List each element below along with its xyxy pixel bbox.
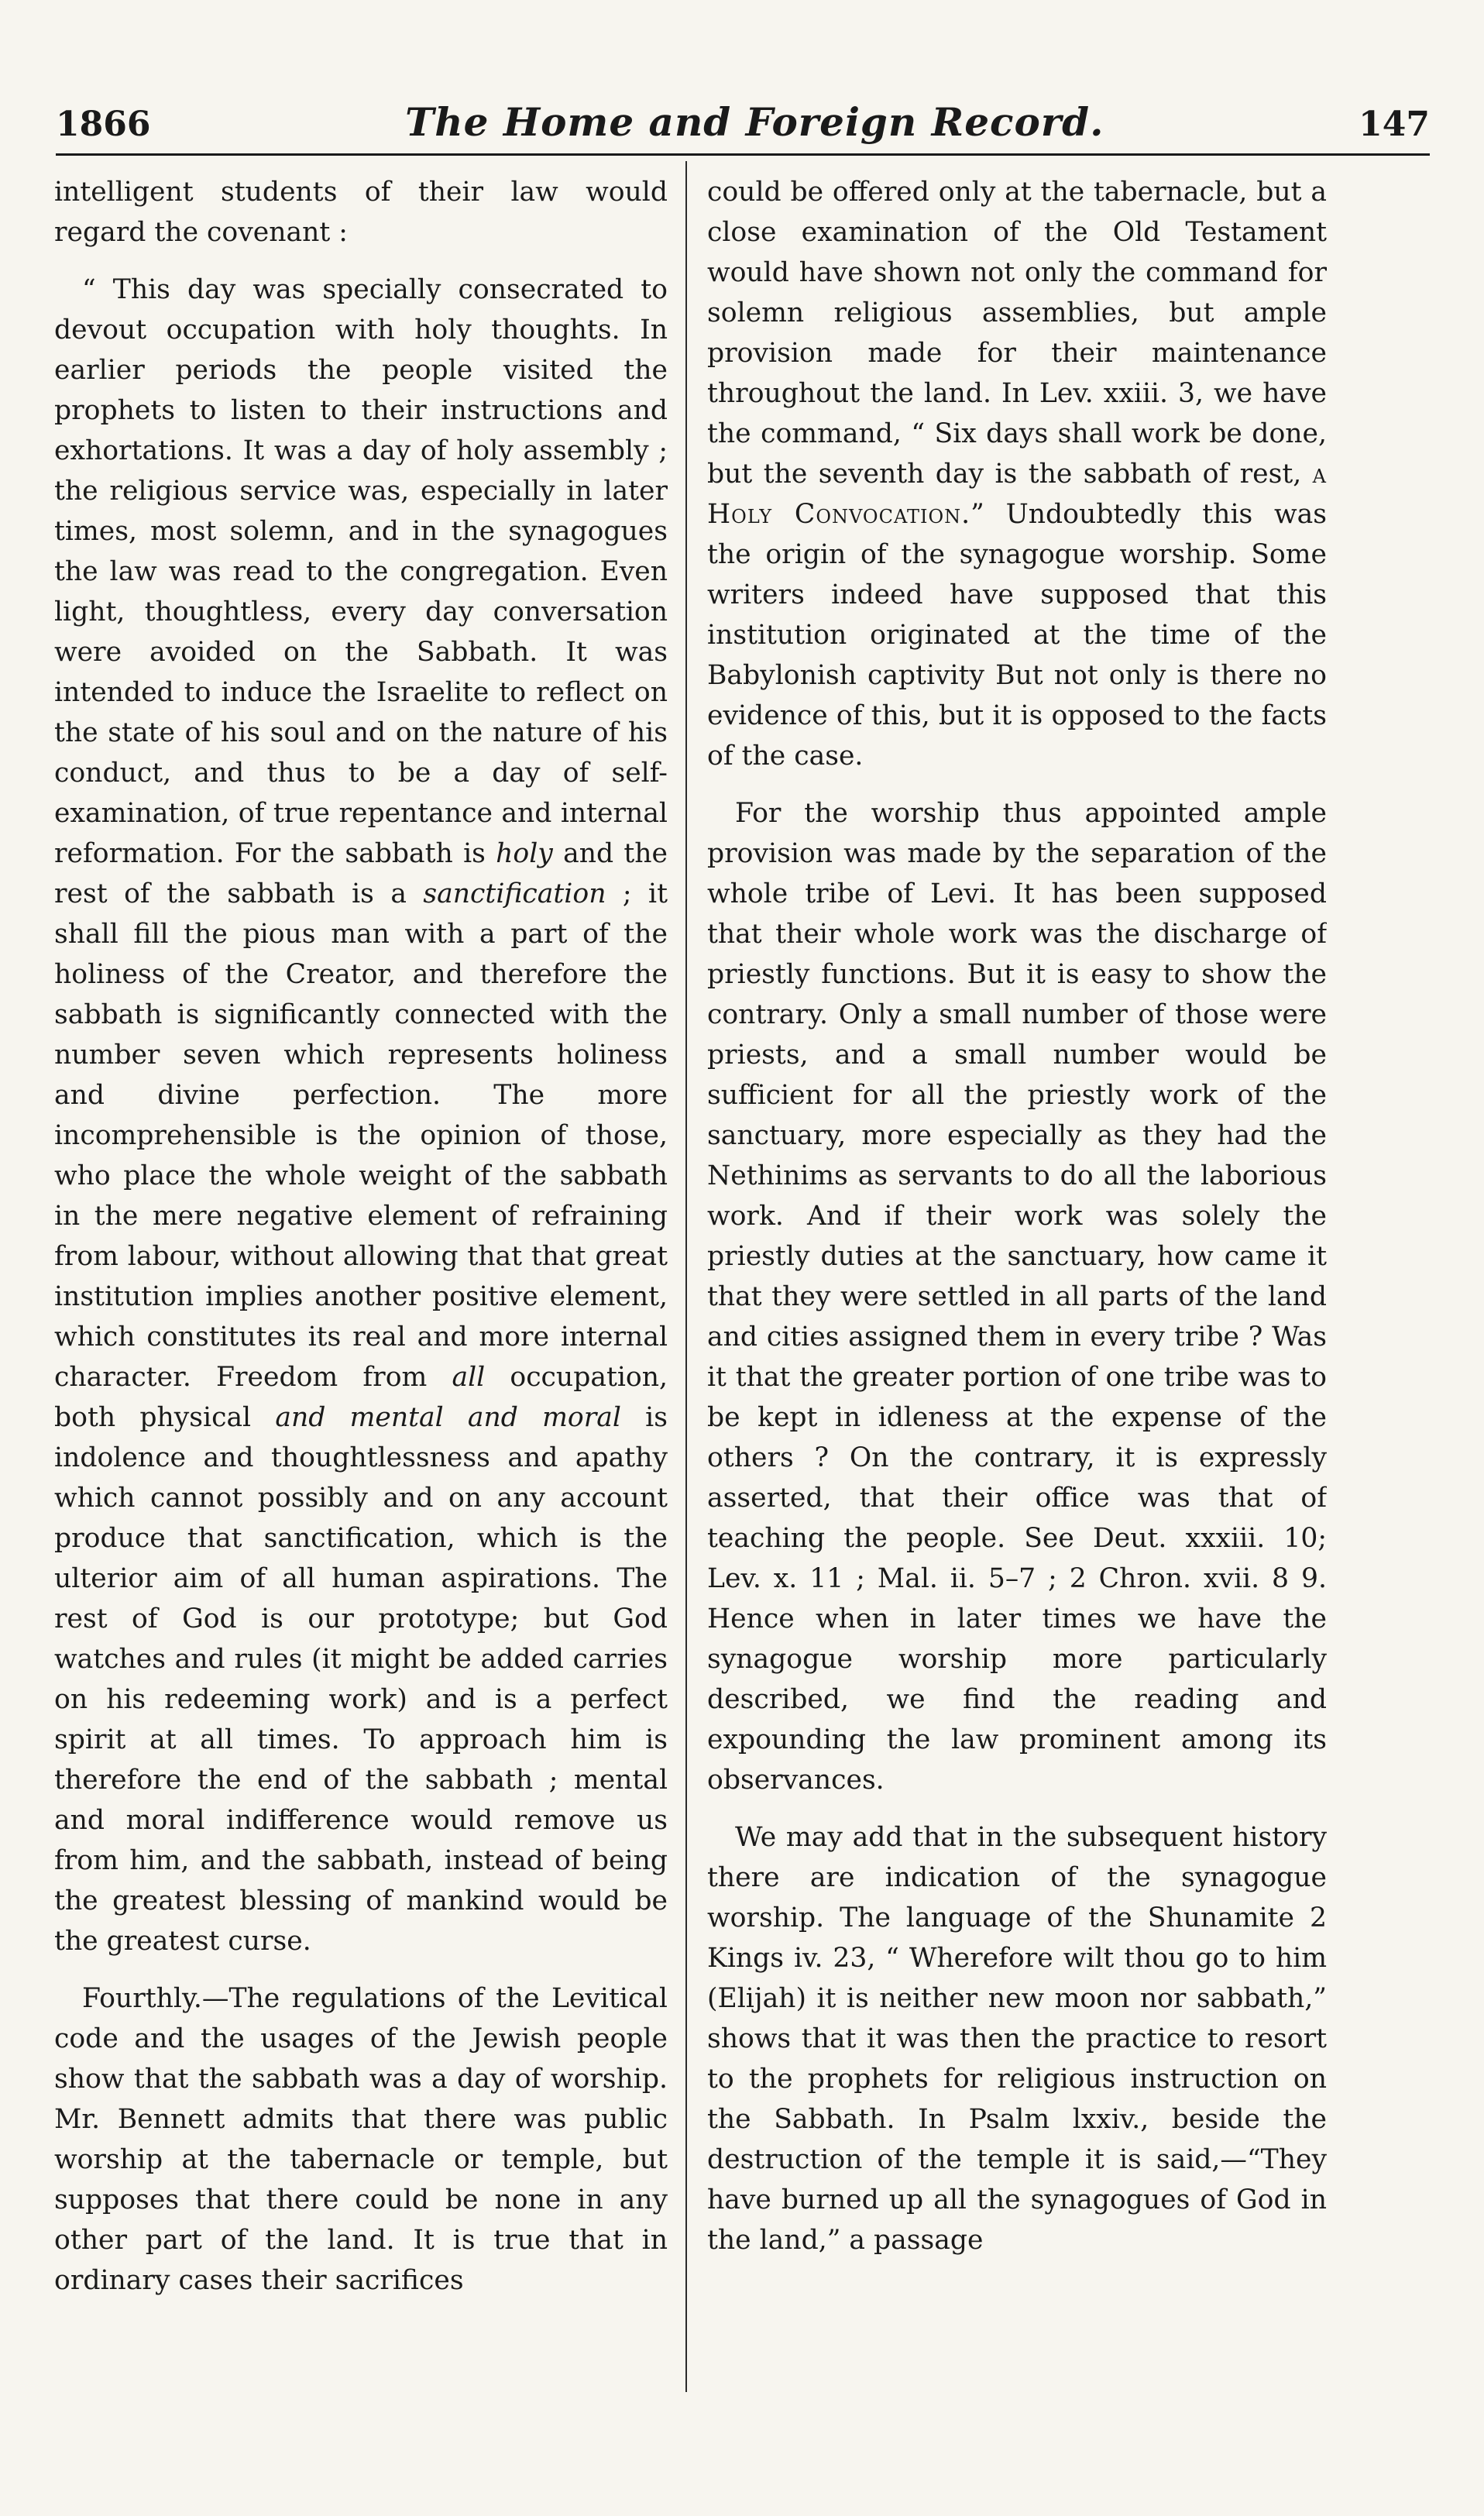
page-number: 147: [1359, 105, 1430, 144]
right-column: [707, 172, 1327, 2387]
text-run: and the rest of the sabbath is a: [54, 838, 668, 909]
paragraph: Fourthly.—The regulations of the Levitical code and the usages of the Jewish people show that the sabbath was a day of worship. Mr. Bennett admits that there was public worship at the tabernacle or temple, but supposes that there could be none in any other part of the land. It is true that in ordinary cases their sacrifices: [54, 1983, 668, 2296]
text-run: ” Undoubtedly this was the origin of the synagogue worship. Some writers indeed have supposed that this institution originated at the time of the Babylonish captivity But not only is there no evidence of this, but it is opposed to the facts of the case.: [707, 499, 1327, 772]
left-column: [54, 172, 668, 2387]
small-caps-text: a Holy Convocation.: [707, 459, 1327, 530]
text-run: is indolence and thoughtlessness and apathy which cannot possibly and on any account produce that sanctification, which is the ulterior aim of all human aspirations. The rest of God is our prototype; but God watches and rules (it might be added carries on his redeeming work) and is a perfect spirit at all times. To approach him is therefore the end of the sabbath ; mental and moral indifference would remove us from him, and the sabbath, instead of being the greatest blessing of mankind would be the greatest curse.: [54, 1402, 668, 1957]
running-header: [56, 99, 1430, 147]
italic-text: holy: [496, 838, 553, 869]
text-run: “ This day was specially consecrated to devout occupation with holy thoughts. In earlier periods the people visited the prophets to listen to their instructions and exhortations. It was a day of holy assembly ; the religious service was, especially in later times, most solemn, and in the synagogues the law was read to the congregation. Even light, thoughtless, every day conversation were avoided on the Sabbath. It was intended to induce the Israelite to reflect on the state of his soul and on the nature of his conduct, and thus to be a day of self-examination, of true repentance and internal reformation. For the sabbath is: [54, 274, 668, 869]
column-divider: [685, 161, 687, 2392]
quotation-paragraph: [54, 270, 668, 1961]
text-run: could be offered only at the tabernacle, but a close examination of the Old Testament would have shown not only the command for solemn religious assemblies, but ample provision made for their maintenance throughout the land. In Lev. xxiii. 3, we have the command, “ Six days shall work be done, but the seventh day is the sabbath of rest,: [707, 177, 1327, 490]
italic-text: sanctification: [423, 878, 606, 909]
header-rule: [56, 153, 1430, 156]
journal-title: The Home and Foreign Record.: [405, 99, 1104, 145]
paragraph: intelligent students of their law would regard the covenant :: [54, 177, 668, 248]
text-run: occupation, both physical: [54, 1362, 668, 1433]
paragraph: We may add that in the subsequent history there are indication of the synagogue worship. The language of the Shunamite 2 Kings iv. 23, “ Wherefore wilt thou go to him (Elijah) it is neither new moon nor sabbath,” shows that it was then the practice to resort to the prophets for religious instruction on the Sabbath. In Psalm lxxiv., beside the destruction of the temple it is said,—“They have burned up all the synagogues of God in the land,” a passage: [707, 1822, 1327, 2256]
text-run: ; it shall fill the pious man with a part of the holiness of the Creator, and therefore the sabbath is significantly connected with the number seven which represents holiness and divine perfection. The more incomprehensible is the opinion of those, who place the whole weight of the sabbath in the mere negative element of refraining from labour, without allowing that that great institution implies another positive element, which constitutes its real and more internal character. Freedom from: [54, 878, 668, 1393]
italic-text: and mental and moral: [275, 1402, 621, 1433]
paragraph: For the worship thus appointed ample provision was made by the separation of the whole tribe of Levi. It has been supposed that their whole work was the discharge of priestly functions. But it is easy to show the contrary. Only a small number of those were priests, and a small number would be sufficient for all the priestly work of the sanctuary, more especially as they had the Nethinims as servants to do all the laborious work. And if their work was solely the priestly duties at the sanctuary, how came it that they were settled in all parts of the land and cities assigned them in every tribe ? Was it that the greater portion of one tribe was to be kept in idleness at the expense of the others ? On the contrary, it is expressly asserted, that their office was that of teaching the people. See Deut. xxxiii. 10; Lev. x. 11 ; Mal. ii. 5–7 ; 2 Chron. xvii. 8 9. Hence when in later times we have the synagogue worship more particularly described, we find the reading and expounding the law prominent among its observances.: [707, 798, 1327, 1796]
paragraph: [707, 172, 1327, 776]
italic-text: all: [452, 1362, 486, 1393]
header-year: 1866: [56, 105, 151, 144]
